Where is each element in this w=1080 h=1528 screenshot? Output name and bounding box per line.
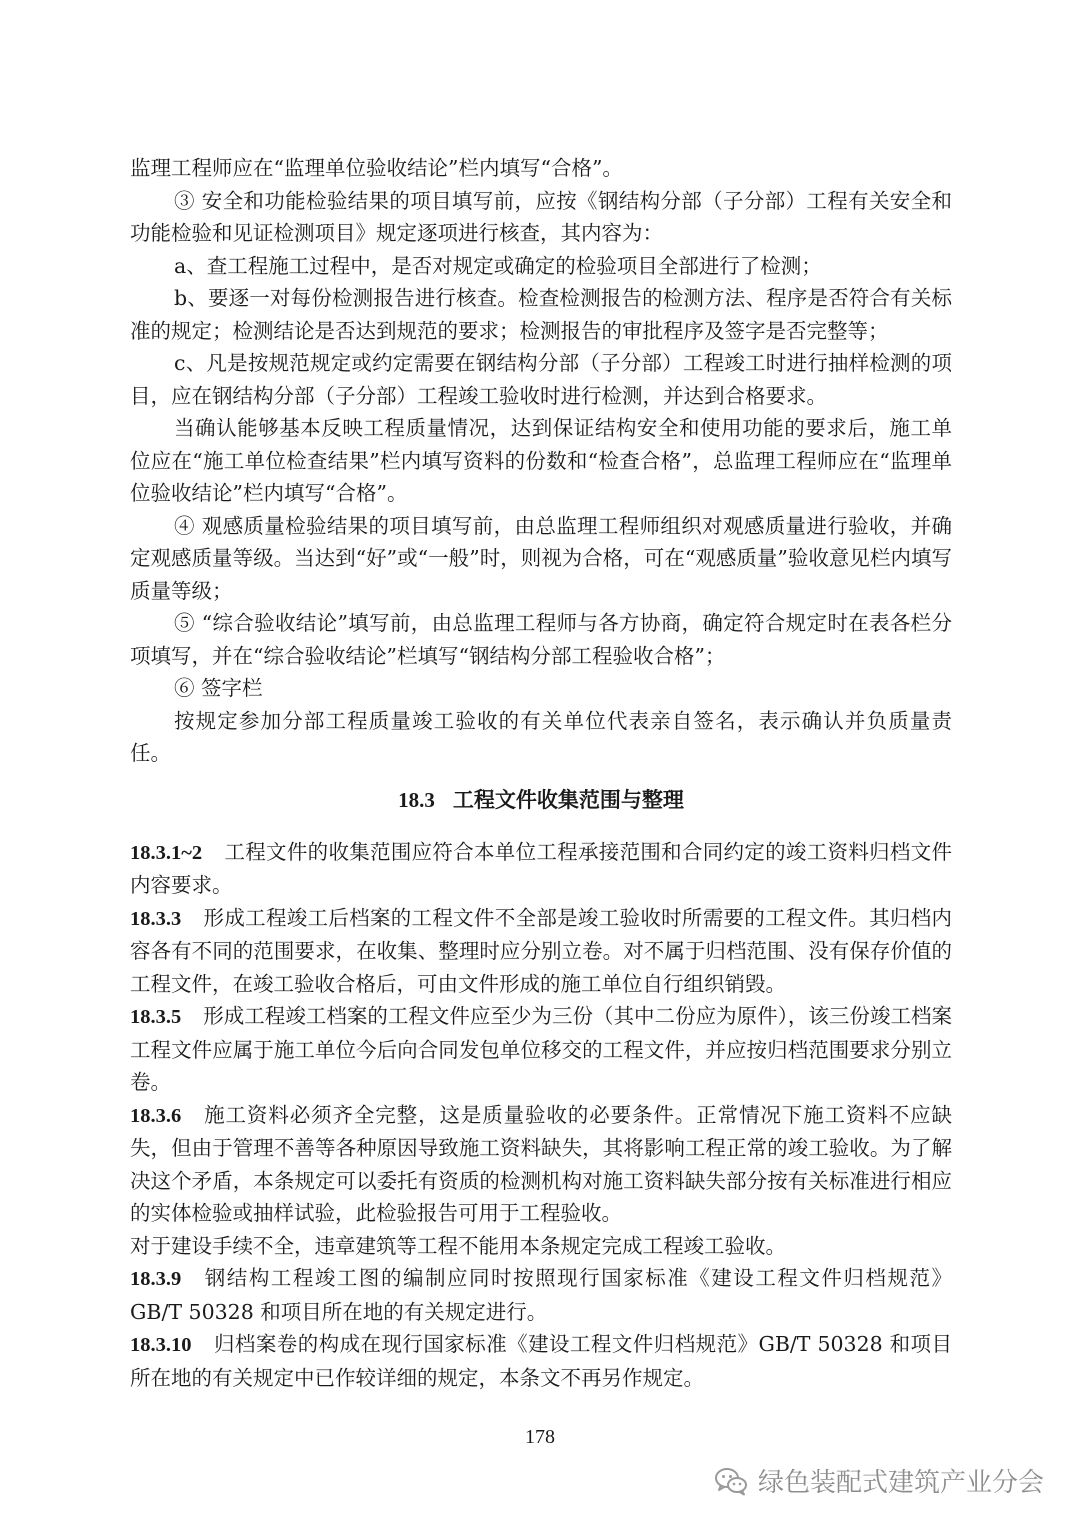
watermark-text: 绿色装配式建筑产业分会: [757, 1468, 1044, 1498]
paragraph-continuation: 监理工程师应在“监理单位验收结论”栏内填写“合格”。: [130, 156, 623, 180]
clause-text: 形成工程竣工后档案的工程文件不全部是竣工验收时所需要的工程文件。其归档内容各有不同的范围要求，在收集、整理时应分别立卷。对不属于归档范围、没有保存价值的工程文件，在竣工验收合格后，可由文件形成的施工单位自行组织销毁。: [130, 905, 952, 996]
section-heading: [130, 784, 952, 816]
body-text: [130, 152, 952, 1394]
clause-number: 18.3.6: [130, 1104, 182, 1127]
paragraph-confirmation: 当确认能够基本反映工程质量情况，达到保证结构安全和使用功能的要求后，施工单位应在“施工单位检查结果”栏内填写资料的份数和“检查合格”，总监理工程师应在“监理单位验收结论”栏内填写“合格”。: [130, 416, 952, 505]
clause-note: 对于建设手续不全，违章建筑等工程不能用本条规定完成工程竣工验收。: [130, 1233, 786, 1258]
clause: [130, 1099, 952, 1230]
paragraph-item-4: ④ 观感质量检验结果的项目填写前，由总监理工程师组织对观感质量进行验收，并确定观感质量等级。当达到“好”或“一般”时，则视为合格，可在“观感质量”验收意见栏内填写质量等级；: [130, 513, 952, 603]
clause-text: 形成工程竣工档案的工程文件应至少为三份（其中二份应为原件），该三份竣工档案工程文件应属于施工单位今后向合同发包单位移交的工程文件，并应按归档范围要求分别立卷。: [130, 1004, 952, 1094]
paragraph-item-6: ⑥ 签字栏: [174, 676, 263, 700]
clause: [130, 902, 952, 1001]
paragraph-item-5: ⑤ “综合验收结论”填写前，由总监理工程师与各方协商，确定符合规定时在表各栏分项填写，并在“综合验收结论”栏填写“钢结构分部工程验收合格”；: [130, 611, 952, 668]
clause-number: 18.3.10: [130, 1334, 192, 1356]
paragraph-item-3: ③ 安全和功能检验结果的项目填写前，应按《钢结构分部（子分部）工程有关安全和功能检验和见证检测项目》规定逐项进行核查，其内容为：: [130, 188, 952, 245]
wechat-icon: [714, 1466, 748, 1496]
clause-number: 18.3.5: [130, 1006, 182, 1028]
clause-text: 归档案卷的构成在现行国家标准《建设工程文件归档规范》GB/T 50328 和项目所在地的有关规定中已作较详细的规定，本条文不再另作规定。: [130, 1332, 952, 1390]
paragraph-item-c: c、凡是按规范规定或约定需要在钢结构分部（子分部）工程竣工时进行抽样检测的项目，应在钢结构分部（子分部）工程竣工验收时进行检测，并达到合格要求。: [130, 351, 952, 408]
clause: [130, 1328, 952, 1394]
clause-number: 18.3.1~2: [130, 841, 203, 864]
watermark: [714, 1462, 1044, 1499]
page-number: 178: [525, 1426, 555, 1448]
clause: [130, 1262, 952, 1328]
clause: [130, 1000, 952, 1099]
clause: [130, 836, 952, 902]
section-title: 工程文件收集范围与整理: [452, 786, 684, 812]
clause-number: 18.3.3: [130, 907, 182, 930]
section-number: 18.3: [398, 787, 435, 812]
clause-text: 钢结构工程竣工图的编制应同时按照现行国家标准《建设工程文件归档规范》GB/T 50328 和项目所在地的有关规定进行。: [130, 1266, 952, 1324]
clause-text: 施工资料必须齐全完整，这是质量验收的必要条件。正常情况下施工资料不应缺失，但由于管理不善等各种原因导致施工资料缺失，其将影响工程正常的竣工验收。为了解决这个矛盾，本条规定可以委托有资质的检测机构对施工资料缺失部分按有关标准进行相应的实体检验或抽样试验，此检验报告可用于工程验收。: [130, 1102, 952, 1225]
paragraph-signature: 按规定参加分部工程质量竣工验收的有关单位代表亲自签名，表示确认并负质量责任。: [130, 708, 952, 765]
paragraph-item-b: b、要逐一对每份检测报告进行核查。检查检测报告的检测方法、程序是否符合有关标准的规定；检测结论是否达到规范的要求；检测报告的审批程序及签字是否完整等；: [130, 286, 952, 343]
clause-number: 18.3.9: [130, 1268, 182, 1290]
clause-text: 工程文件的收集范围应符合本单位工程承接范围和合同约定的竣工资料归档文件内容要求。: [130, 839, 952, 897]
paragraph-item-a: a、查工程施工过程中，是否对规定或确定的检验项目全部进行了检测；: [174, 253, 822, 278]
